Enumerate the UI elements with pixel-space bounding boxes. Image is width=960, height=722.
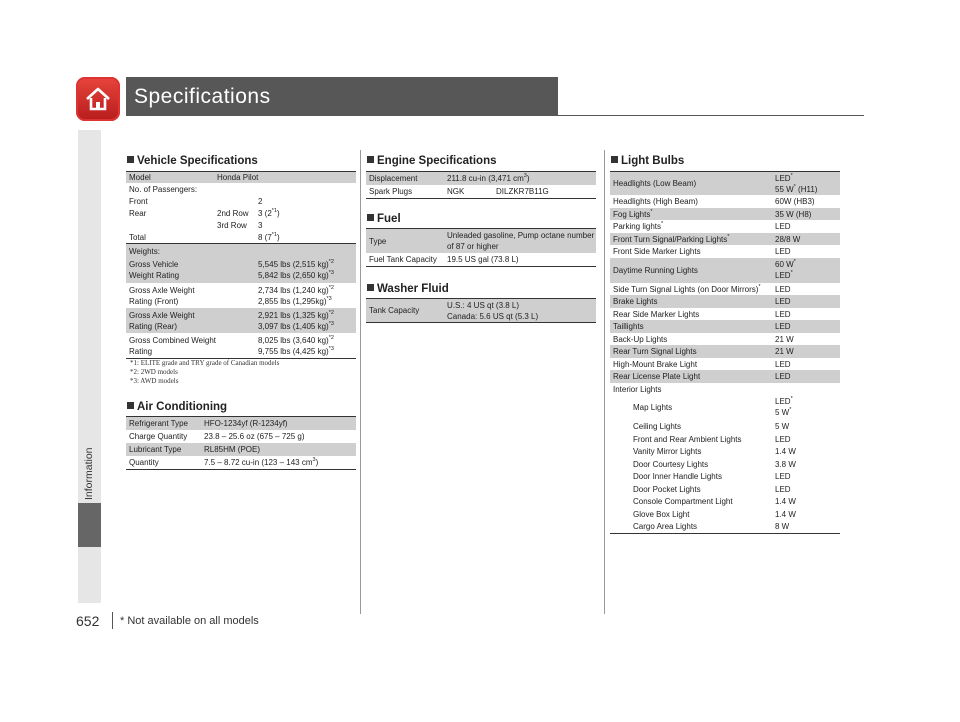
table-row: Fog Lights* 35 W (H8)	[610, 208, 840, 221]
table-row: Brake Lights LED	[610, 295, 840, 308]
table-row: Headlights (High Beam) 60W (HB3)	[613, 197, 815, 206]
side-tab-label[interactable]: Information	[83, 447, 95, 500]
table-row: Fuel Tank Capacity 19.5 US gal (73.8 L)	[369, 255, 519, 264]
section-heading: Vehicle Specifications	[127, 155, 258, 167]
table-row: Weights: Gross Vehicle Weight Rating 5,545 lbs (2,515 kg)$^{*2}$ 5,842 lbs (2,650 kg)$^{*3}$	[126, 243, 356, 283]
table-row: Daytime Running Lights 60 W* LED*	[610, 258, 840, 283]
table-row: Side Turn Signal Lights (on Door Mirrors)* LED	[613, 283, 791, 294]
bulbs-table	[610, 171, 840, 534]
title-bar	[126, 77, 558, 115]
aircon-table	[126, 416, 356, 470]
footnote: * Not available on all models	[120, 615, 259, 627]
table-row: Refrigerant Type HFO-1234yf (R-1234yf)	[126, 417, 356, 430]
table-row: Vanity Mirror Lights 1.4 W	[633, 447, 796, 456]
table-row: Gross Axle Weight Rating (Front) 2,734 lbs (1,240 kg)$^{*2}$ 2,855 lbs $(1,295kg)^{*3}$	[129, 285, 334, 306]
table-row: Headlights (Low Beam) LED* 55 W* (H11)	[610, 172, 840, 195]
table-row: Rear 2nd Row 3 (2$^{*1}$)	[129, 208, 280, 218]
section-heading: Washer Fluid	[367, 283, 449, 295]
footnotes: *1: ELITE grade and TRY grade of Canadian models *2: 2WD models *3: AWD models	[130, 359, 280, 385]
table-row: Front 2	[129, 197, 263, 206]
table-row: Parking lights* LED	[613, 221, 791, 231]
table-row: 3rd Row 3	[217, 221, 263, 230]
table-row: Tank Capacity U.S.: 4 US qt (3.8 L) Canada: 5.6 US qt (5.3 L)	[366, 299, 596, 322]
engine-table	[366, 171, 596, 199]
table-row: Front Turn Signal/Parking Lights* 28/8 W	[610, 233, 840, 246]
home-icon	[84, 85, 112, 113]
section-heading: Air Conditioning	[127, 401, 227, 413]
table-row: No. of Passengers:	[129, 185, 198, 194]
table-row: Rear Turn Signal Lights 21 W	[610, 345, 840, 358]
table-row: Type Unleaded gasoline, Pump octane number of 87 or higher	[366, 229, 596, 253]
table-row: Charge Quantity 23.8 – 25.6 oz (675 – 725 g)	[129, 432, 305, 441]
section-heading: Light Bulbs	[611, 155, 684, 167]
table-row: Map Lights LED* 5 W*	[633, 396, 793, 417]
table-row: Rear Side Marker Lights LED	[613, 309, 791, 319]
table-row: Model Honda Pilot	[126, 172, 356, 183]
table-row: Gross Combined Weight Rating 8,025 lbs (3,640 kg)$^{*2}$ 9,755 lbs (4,425 kg)$^{*3}$	[129, 335, 334, 356]
side-tab-marker[interactable]	[78, 503, 101, 547]
washer-table	[366, 298, 596, 323]
table-row: High-Mount Brake Light LED	[613, 359, 791, 369]
title-rule	[126, 115, 864, 116]
section-heading: Fuel	[367, 213, 401, 225]
table-row: Rear License Plate Light LED	[610, 370, 840, 383]
table-row: Door Inner Handle Lights LED	[633, 472, 791, 481]
table-row: Ceiling Lights 5 W	[633, 422, 790, 431]
table-row: Door Courtesy Lights 3.8 W	[633, 459, 796, 469]
page-title: Specifications	[134, 85, 271, 108]
table-row: Quantity 7.5 – 8.72 cu-in (123 – 143 $cm^3$)	[129, 457, 319, 467]
table-row: Interior Lights	[613, 384, 662, 394]
table-row: Back-Up Lights 21 W	[613, 334, 794, 344]
table-row: Spark Plugs NGK DILZKR7B11G	[369, 187, 549, 196]
home-button[interactable]	[76, 77, 120, 121]
table-row: Cargo Area Lights 8 W	[633, 522, 790, 531]
column-divider	[360, 150, 361, 614]
section-heading: Engine Specifications	[367, 155, 497, 167]
footnote-divider	[112, 612, 113, 629]
table-row: Gross Axle Weight Rating (Rear) 2,921 lbs (1,325 kg)$^{*2}$ 3,097 lbs (1,405 kg)$^{*3}$	[126, 308, 356, 333]
table-row: Lubricant Type RL85HM (POE)	[126, 443, 356, 456]
table-row: Taillights LED	[610, 320, 840, 333]
table-row: Door Pocket Lights LED	[633, 484, 791, 494]
column-divider	[604, 150, 605, 614]
table-row: Glove Box Light 1.4 W	[633, 509, 796, 519]
table-row: Front Side Marker Lights LED	[613, 247, 791, 256]
table-row: Front and Rear Ambient Lights LED	[633, 434, 791, 444]
table-row: Total 8 (7$^{*1}$)	[129, 232, 280, 242]
vehicle-specs-table	[126, 171, 356, 359]
table-row: Console Compartment Light 1.4 W	[633, 497, 796, 506]
table-row: Displacement 211.8 cu-in (3,471 $cm^3$)	[366, 172, 596, 185]
page-number: 652	[76, 613, 100, 629]
fuel-table	[366, 228, 596, 267]
